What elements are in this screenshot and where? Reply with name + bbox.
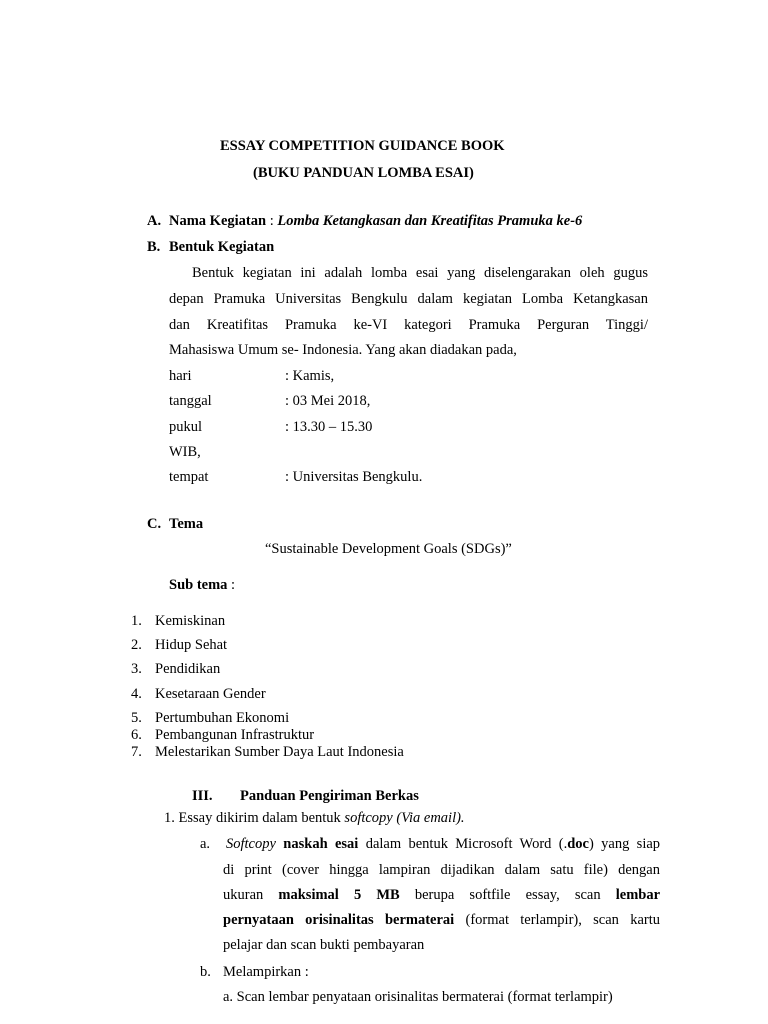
subtheme-number: 5. — [131, 710, 142, 726]
item-a-line-3-a: ukuran — [223, 887, 264, 903]
item-1-prefix: 1. Essay dikirim dalam bentuk — [164, 810, 345, 826]
detail-value: : Kamis, — [285, 368, 335, 384]
detail-key: tanggal — [169, 393, 212, 409]
section-c-marker: C. — [147, 516, 162, 532]
item-a-line-5: pelajar dan scan bukti pembayaran — [223, 937, 425, 953]
subtheme-number: 2. — [131, 637, 142, 653]
naskah-esai-text: naskah esai — [283, 836, 359, 852]
subtheme-item: Melestarikan Sumber Daya Laut Indonesia — [155, 744, 404, 760]
item-b-sub-a: a. Scan lembar penyataan orisinalitas bermaterai (format terlampir) — [223, 989, 613, 1005]
item-b-marker: b. — [200, 964, 211, 980]
subtheme-sep: : — [227, 577, 236, 593]
section-b-label: Bentuk Kegiatan — [169, 239, 275, 255]
section-a-value: Lomba Ketangkasan dan Kreatifitas Pramuka ke-6 — [277, 213, 583, 229]
title-line-2: (BUKU PANDUAN LOMBA ESAI) — [253, 165, 474, 181]
item-1-italic: softcopy (Via email). — [344, 810, 465, 826]
item-a-line-3-c: berupa softfile essay, scan — [414, 887, 601, 903]
item-a-line-3 — [223, 886, 660, 904]
detail-value: : 13.30 – 15.30 — [285, 419, 373, 435]
subtheme-item: Pendidikan — [155, 661, 221, 677]
subtheme-item: Kesetaraan Gender — [155, 686, 266, 702]
detail-key: tempat — [169, 469, 209, 485]
section-c-label: Tema — [169, 516, 204, 532]
item-a-line-4-b: (format terlampir), scan kartu — [465, 912, 660, 928]
item-a-line-1-mid: dalam bentuk Microsoft Word (. — [365, 836, 568, 852]
section-a-label: Nama Kegiatan — [169, 213, 267, 229]
detail-key: pukul — [169, 419, 203, 435]
section-b-para-2: depan Pramuka Universitas Bengkulu dalam kegiatan Lomba Ketangkasan — [169, 291, 648, 307]
subtheme-number: 1. — [131, 613, 142, 629]
detail-value: : Universitas Bengkulu. — [285, 469, 423, 485]
subtheme-number: 4. — [131, 686, 142, 702]
section-b-marker: B. — [147, 239, 161, 255]
section-b-para-3: dan Kreatifitas Pramuka ke-VI kategori Pramuka Perguran Tinggi/ — [169, 317, 648, 333]
item-a-marker: a. — [200, 836, 211, 852]
subtheme-item: Pertumbuhan Ekonomi — [155, 710, 290, 726]
item-a-line-1 — [226, 835, 660, 853]
lembar-text: lembar — [615, 887, 661, 903]
subtheme-number: 7. — [131, 744, 142, 760]
subtheme-number: 3. — [131, 661, 142, 677]
detail-key: hari — [169, 368, 192, 384]
subtheme-heading — [169, 576, 235, 594]
detail-value: : 03 Mei 2018, — [285, 393, 371, 409]
pernyataan-text: pernyataan orisinalitas bermaterai — [223, 912, 455, 928]
item-a-line-2: di print (cover hingga lampiran dijadikan dalam satu file) dengan — [223, 862, 660, 878]
max-size-text: maksimal 5 MB — [278, 887, 400, 903]
theme-text: “Sustainable Development Goals (SDGs)” — [265, 541, 512, 557]
section-a-sep: : — [266, 213, 278, 229]
subtheme-item: Pembangunan Infrastruktur — [155, 727, 315, 743]
doc-ext-text: doc — [567, 836, 589, 852]
section-a-line — [169, 212, 582, 230]
title-line-1: ESSAY COMPETITION GUIDANCE BOOK — [220, 138, 505, 154]
section-b-para-1: Bentuk kegiatan ini adalah lomba esai yang diselengarakan oleh gugus — [192, 265, 648, 281]
item-a-line-1-end: ) yang siap — [588, 836, 661, 852]
subtheme-number: 6. — [131, 727, 142, 743]
subtheme-item: Hidup Sehat — [155, 637, 228, 653]
detail-key: WIB, — [169, 444, 201, 460]
subtheme-item: Kemiskinan — [155, 613, 226, 629]
item-b-label: Melampirkan : — [223, 964, 309, 980]
softcopy-text: Softcopy — [226, 836, 276, 852]
item-1 — [164, 809, 465, 827]
item-a-line-4 — [223, 911, 660, 929]
subtheme-label: Sub tema — [169, 577, 228, 593]
section-iii-label: Panduan Pengiriman Berkas — [240, 788, 419, 804]
section-b-para-4: Mahasiswa Umum se- Indonesia. Yang akan diadakan pada, — [169, 342, 517, 358]
section-a-marker: A. — [147, 213, 162, 229]
section-iii-marker: III. — [192, 788, 213, 804]
